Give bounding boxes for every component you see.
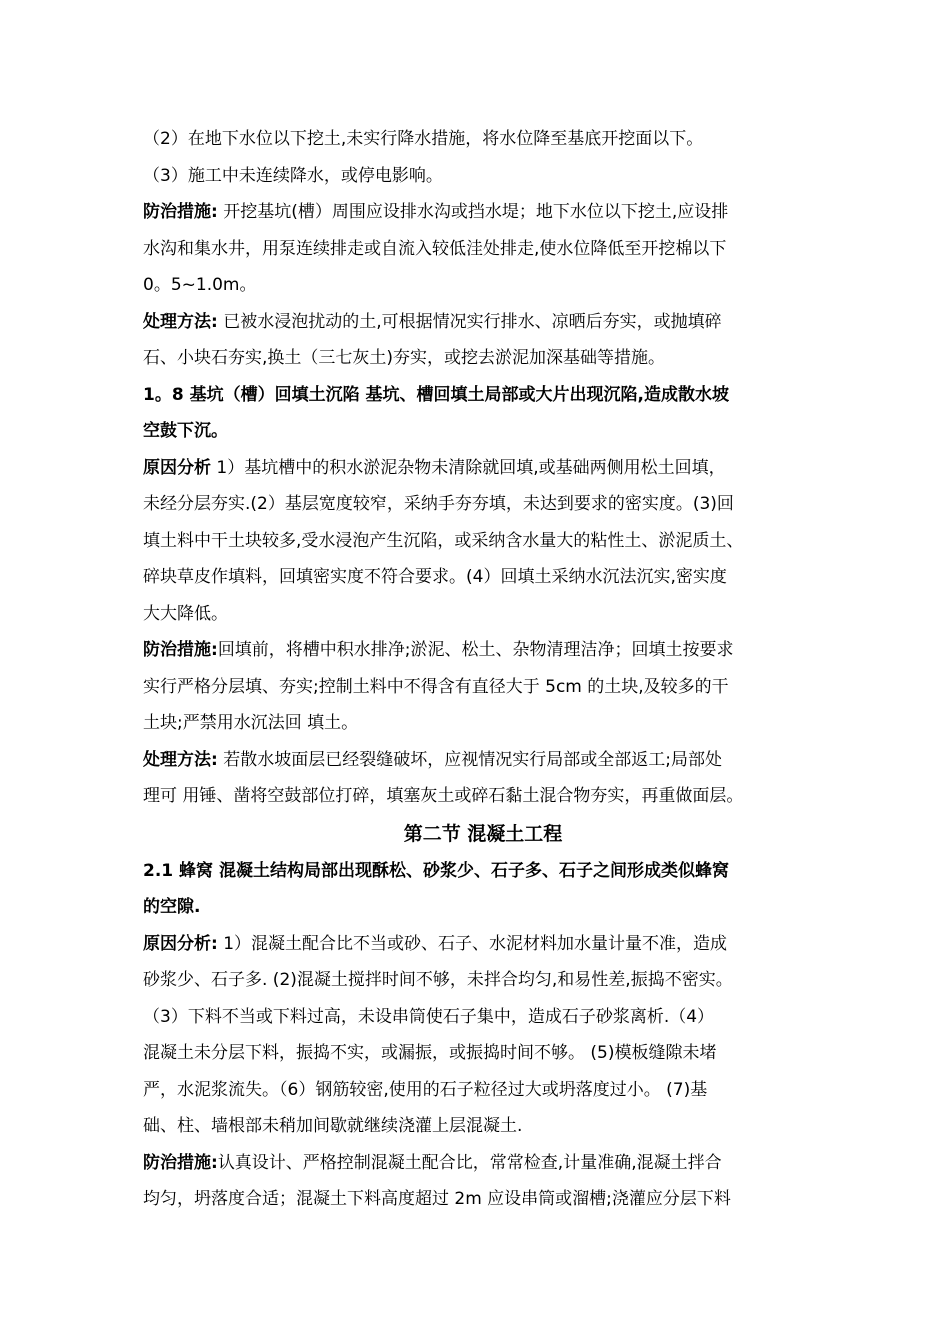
text-line	[143, 1181, 823, 1218]
line-label: 2.1 蜂窝 混凝土结构局部出现酥松、砂浆少、石子多、石子之间形成类似蜂窝	[143, 860, 729, 881]
line-text: 砂浆少、石子多. (2)混凝土搅拌时间不够，未拌合均匀,和易性差,振捣不密实。	[143, 970, 733, 990]
line-label: 原因分析	[143, 457, 211, 478]
line-label: 1。8 基坑（槽）回填土沉陷 基坑、槽回填土局部或大片出现沉陷,造成散水坡	[143, 384, 729, 405]
text-line	[143, 450, 823, 487]
line-text: 础、柱、墙根部未稍加间歇就继续浇灌上层混凝土.	[143, 1116, 523, 1136]
text-line	[143, 1108, 823, 1145]
text-line	[143, 962, 823, 999]
line-text: 土块;严禁用水沉法回 填土。	[143, 713, 359, 733]
text-line	[143, 121, 823, 158]
line-label: 处理方法:	[143, 311, 218, 332]
line-text: （2）在地下水位以下挖土,未实行降水措施，将水位降至基底开挖面以下。	[143, 129, 704, 149]
text-line	[143, 267, 823, 304]
line-text: 石、小块石夯实,换土（三七灰土)夯实，或挖去淤泥加深基础等措施。	[143, 348, 666, 368]
line-text: 大大降低。	[143, 603, 228, 624]
text-line	[143, 778, 823, 815]
text-line	[143, 1072, 823, 1109]
text-line	[143, 231, 823, 268]
line-label: 防治措施:	[143, 640, 218, 660]
text-line	[143, 926, 823, 963]
line-text: 1）混凝土配合比不当或砂、石子、水泥材料加水量计量不准，造成	[217, 933, 728, 954]
line-text: 混凝土未分层下料，振捣不实，或漏振，或振捣时间不够。 (5)模板缝隙未堵	[143, 1043, 717, 1063]
subsection-heading	[143, 413, 823, 450]
line-text: （3）下料不当或下料过高，未设串筒使石子集中，造成石子砂浆离析.（4）	[143, 1006, 715, 1027]
line-label: 防治措施:	[143, 1152, 218, 1173]
line-text: 水沟和集水井，用泵连续排走或自流入较低洼处排走,使水位降低至开挖棉以下	[143, 238, 727, 259]
line-text: 填土料中干土块较多,受水浸泡产生沉陷，或采纳含水量大的粘性土、淤泥质土、	[143, 530, 744, 551]
line-text: （3）施工中未连续降水，或停电影响。	[143, 165, 443, 186]
text-line	[143, 304, 823, 341]
document-body	[143, 121, 823, 1218]
text-line	[143, 158, 823, 195]
line-text: 0。5~1.0m。	[143, 275, 257, 295]
line-text: 若散水坡面层已经裂缝破坏，应视情况实行局部或全部返工;局部处	[217, 749, 722, 770]
text-line	[143, 669, 823, 706]
line-text: 严，水泥浆流失。（6）钢筋较密,使用的石子粒径过大或坍落度过小。 (7)基	[143, 1079, 708, 1100]
line-text: 碎块草皮作填料，回填密实度不符合要求。(4）回填土采纳水沉法沉实,密实度	[143, 567, 727, 587]
text-line	[143, 340, 823, 377]
line-label: 处理方法:	[143, 749, 218, 770]
line-text: 理可 用锤、凿将空鼓部位打碎，填塞灰土或碎石黏土混合物夯实，再重做面层。	[143, 786, 744, 806]
text-line	[143, 194, 823, 231]
line-label: 空鼓下沉。	[143, 421, 228, 441]
text-line	[143, 705, 823, 742]
subsection-heading	[143, 377, 823, 414]
text-line	[143, 1035, 823, 1072]
text-line	[143, 596, 823, 633]
text-line	[143, 523, 823, 560]
text-line	[143, 486, 823, 523]
subsection-heading	[143, 889, 823, 926]
section-heading: 第二节 混凝土工程	[403, 822, 563, 845]
line-text: 未经分层夯实.(2）基层宽度较窄，采纳手夯夯填，未达到要求的密实度。(3)回	[143, 494, 734, 514]
line-text: 开挖基坑(槽）周围应设排水沟或挡水堤；地下水位以下挖土,应设排	[217, 202, 729, 222]
text-line	[143, 1145, 823, 1182]
text-line	[143, 632, 823, 669]
text-line	[143, 559, 823, 596]
line-text: 1）基坑槽中的积水淤泥杂物未清除就回填,或基础两侧用松土回填，	[211, 457, 726, 478]
line-text: 回填前，将槽中积水排净;淤泥、松土、杂物清理洁净；回填土按要求	[217, 640, 734, 660]
line-label: 防治措施:	[143, 202, 218, 222]
text-line	[143, 999, 823, 1036]
line-text: 均匀，坍落度合适；混凝土下料高度超过 2m 应设串筒或溜槽;浇灌应分层下料	[143, 1189, 731, 1209]
line-label: 原因分析:	[143, 933, 218, 954]
subsection-heading	[143, 853, 823, 890]
text-line	[143, 742, 823, 779]
line-text: 实行严格分层填、夯实;控制土料中不得含有直径大于 5cm 的土块,及较多的干	[143, 676, 729, 697]
line-text: 认真设计、严格控制混凝土配合比，常常检查,计量准确,混凝土拌合	[217, 1152, 722, 1173]
line-label: 的空隙.	[143, 897, 201, 917]
line-text: 已被水浸泡扰动的土,可根据情况实行排水、凉晒后夯实，或抛填碎	[217, 311, 722, 332]
